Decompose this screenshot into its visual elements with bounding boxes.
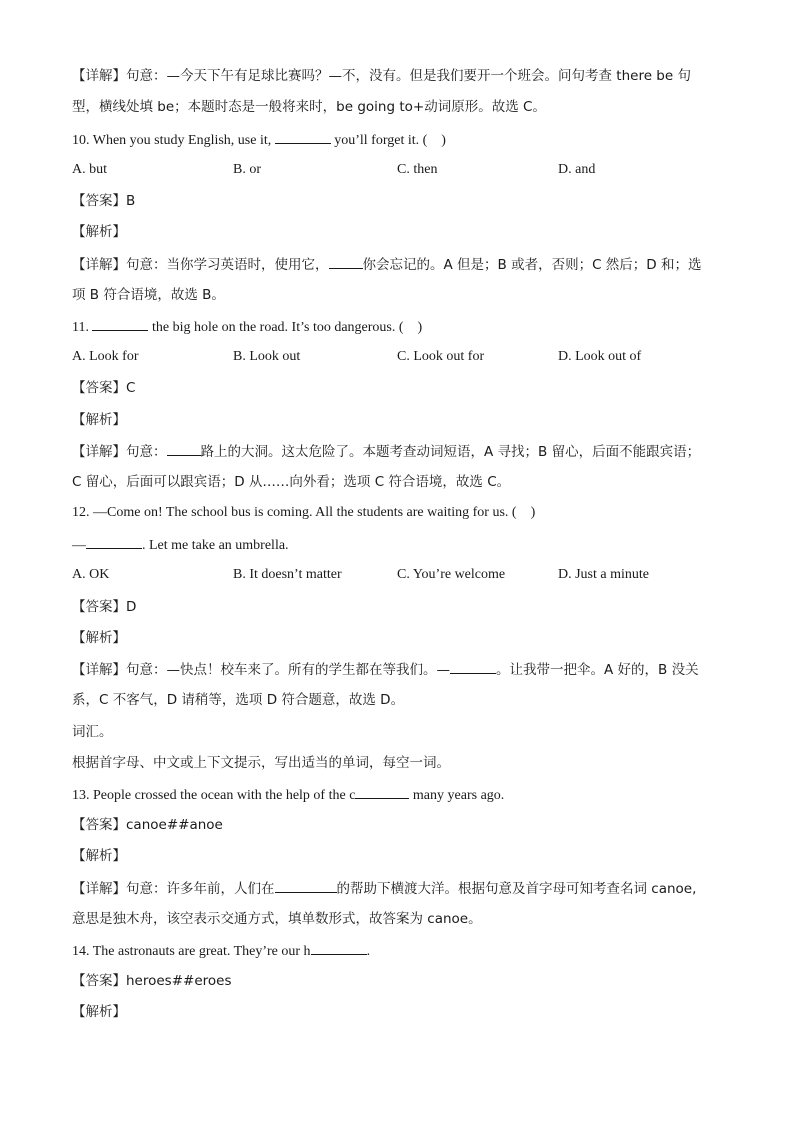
q11-detail-tail: 路上的大洞。这太危险了。本题考查动词短语，A 寻找；B 留心，后面不能跟宾语；: [200, 444, 701, 460]
q10-stem-tail: you’ll forget it. ( ): [330, 133, 446, 148]
q10-detail-tail: 你会忘记的。A 但是；B 或者，否则；C 然后；D 和；选: [362, 257, 702, 273]
q14-blank: [311, 940, 367, 955]
q14-stem-text: 14. The astronauts are great. They’re our h: [72, 944, 311, 959]
q10-answer: 【答案】B: [72, 193, 136, 209]
q13-detail-line1: [72, 878, 734, 899]
q10-analysis-label: 【解析】: [72, 224, 126, 240]
q12-detail-text: 【详解】句意：—快点！校车来了。所有的学生都在等我们。—: [72, 662, 450, 678]
q11-stem-text: 11.: [72, 320, 93, 335]
q11-option-a: A. Look for: [72, 349, 139, 364]
q10-option-d: D. and: [558, 162, 596, 177]
q11-answer: 【答案】C: [72, 380, 136, 396]
q14-answer: 【答案】heroes##eroes: [72, 973, 232, 989]
q13-blank: [355, 784, 409, 799]
q11-option-d: D. Look out of: [558, 349, 642, 364]
q12-detail-blank: [450, 659, 496, 674]
section-title: 词汇。: [72, 724, 113, 740]
q11-analysis-label: 【解析】: [72, 412, 126, 428]
section-instruction: 根据首字母、中文或上下文提示，写出适当的单词，每空一词。: [72, 755, 450, 771]
q12-stem: 12. —Come on! The school bus is coming. All the students are waiting for us. ( ): [72, 505, 536, 520]
q12-detail-tail: 。让我带一把伞。A 好的，B 没关: [496, 662, 699, 678]
q11-stem-tail: the big hole on the road. It’s too dangerous. ( ): [148, 320, 423, 335]
q9-detail-line2: 型，横线处填 be；本题时态是一般将来时，be going to+动词原形。故选 C。: [72, 99, 546, 115]
q11-blank: [92, 316, 148, 331]
q11-stem: [72, 316, 734, 338]
q13-analysis-label: 【解析】: [72, 848, 126, 864]
q12-detail-line1: [72, 659, 734, 680]
q10-detail-blank: [329, 254, 363, 269]
q10-stem-text: 10. When you study English, use it,: [72, 133, 275, 148]
q13-detail-tail: 的帮助下横渡大洋。根据句意及首字母可知考查名词 canoe,: [336, 881, 697, 897]
q12-option-c: C. You’re welcome: [397, 567, 506, 582]
q12-option-d: D. Just a minute: [558, 567, 649, 582]
q12-option-b: B. It doesn’t matter: [233, 567, 342, 582]
q10-detail-line1: [72, 254, 734, 275]
q10-detail-text: 【详解】句意：当你学习英语时，使用它，: [72, 257, 329, 273]
q14-analysis-label: 【解析】: [72, 1004, 126, 1020]
q12-blank: [86, 534, 142, 549]
q12-analysis-label: 【解析】: [72, 630, 126, 646]
q10-stem: [72, 129, 734, 151]
q11-option-c: C. Look out for: [397, 349, 485, 364]
q11-detail-line1: [72, 441, 734, 462]
q10-blank: [275, 129, 331, 144]
q13-detail-text: 【详解】句意：许多年前，人们在: [72, 881, 275, 897]
q14-stem: [72, 940, 734, 962]
q14-stem-tail: .: [366, 944, 371, 959]
q13-stem-tail: many years ago.: [409, 788, 505, 803]
q11-option-b: B. Look out: [233, 349, 301, 364]
q11-detail-text: 【详解】句意：: [72, 444, 167, 460]
q13-answer: 【答案】canoe##anoe: [72, 817, 223, 833]
q13-stem-text: 13. People crossed the ocean with the help of the c: [72, 788, 356, 803]
q10-option-a: A. but: [72, 162, 107, 177]
q12-reply-tail: . Let me take an umbrella.: [142, 538, 289, 553]
q9-detail-line1: 【详解】句意：—今天下午有足球比赛吗？—不，没有。但是我们要开一个班会。问句考查 there be 句: [72, 68, 691, 84]
q10-option-c: C. then: [397, 162, 438, 177]
q13-stem: [72, 784, 734, 806]
q12-option-a: A. OK: [72, 567, 110, 582]
q12-answer: 【答案】D: [72, 599, 137, 615]
q10-detail-line2: 项 B 符合语境，故选 B。: [72, 287, 225, 303]
q11-detail-blank: [167, 441, 201, 456]
q11-detail-line2: C 留心，后面可以跟宾语；D 从……向外看；选项 C 符合语境，故选 C。: [72, 474, 511, 490]
q12-reply-dash: —: [72, 538, 86, 553]
q13-detail-line2: 意思是独木舟，该空表示交通方式，填单数形式，故答案为 canoe。: [72, 911, 482, 927]
q12-detail-line2: 系，C 不客气，D 请稍等，选项 D 符合题意，故选 D。: [72, 692, 405, 708]
q10-option-b: B. or: [233, 162, 261, 177]
q12-reply: [72, 534, 734, 556]
q13-detail-blank: [275, 878, 337, 893]
